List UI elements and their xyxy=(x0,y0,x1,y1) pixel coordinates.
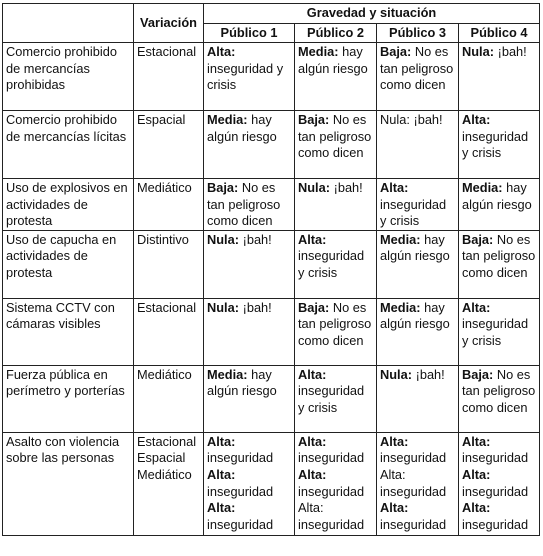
severity-label: Baja: xyxy=(462,366,494,382)
severity-text: hay algún riesgo xyxy=(207,366,277,399)
table-row xyxy=(3,365,540,432)
severity-label: Baja: xyxy=(298,112,330,127)
severity-text: ¡bah! xyxy=(333,180,363,195)
header-publico-3: Público 3 xyxy=(377,24,459,43)
severity-text: No es tan peligroso como dicen xyxy=(462,366,536,415)
severity-cell xyxy=(204,432,295,535)
severity-cell xyxy=(459,43,540,111)
row-variation: Estacional xyxy=(137,433,197,449)
row-variation: Mediático xyxy=(137,466,192,482)
severity-cell xyxy=(459,111,540,179)
severity-text: ¡bah! xyxy=(242,299,272,315)
row-name: Comercio prohibido de mercancías prohibidas xyxy=(3,43,134,111)
row-variation: Mediático xyxy=(134,365,204,432)
severity-cell xyxy=(204,111,295,179)
severity-label: Baja: xyxy=(462,231,494,247)
severity-cell xyxy=(459,230,540,298)
severity-text: inseguridad y crisis xyxy=(462,316,529,348)
severity-label: Alta: xyxy=(207,500,236,516)
severity-label: Nula: xyxy=(462,44,494,59)
table-row xyxy=(3,230,540,298)
header-publico-1: Público 1 xyxy=(204,24,295,43)
severity-text: inseguridad xyxy=(298,450,365,466)
severity-cell xyxy=(204,298,295,365)
severity-table xyxy=(2,3,540,536)
severity-label: Nula: xyxy=(380,366,412,382)
severity-text: No es tan peligroso como dicen xyxy=(380,44,454,93)
severity-cell xyxy=(204,230,295,298)
severity-text: hay algún riesgo xyxy=(380,299,450,332)
severity-text: hay algún riesgo xyxy=(298,44,368,76)
severity-cell xyxy=(295,111,377,179)
header-gravedad: Gravedad y situación xyxy=(204,4,540,24)
severity-label: Alta: xyxy=(207,466,236,482)
severity-text: inseguridad xyxy=(462,516,529,532)
severity-text: inseguridad xyxy=(380,516,447,532)
severity-label: Baja: xyxy=(298,299,330,315)
severity-label: Alta: xyxy=(298,231,327,247)
severity-cell xyxy=(295,365,377,432)
severity-label: Alta: xyxy=(298,433,327,449)
severity-text: inseguridad y crisis xyxy=(207,60,284,93)
severity-label: Alta: xyxy=(298,366,327,382)
severity-text: inseguridad xyxy=(380,483,447,499)
table-row xyxy=(3,111,540,179)
severity-label: Media: xyxy=(462,180,503,195)
severity-label: Media: xyxy=(207,112,248,127)
row-variations xyxy=(134,432,204,535)
severity-cell xyxy=(204,179,295,231)
header-blank-cell xyxy=(3,4,134,43)
severity-label: Media: xyxy=(380,299,421,315)
severity-text: inseguridad xyxy=(207,483,274,499)
row-variation: Estacional xyxy=(134,298,204,365)
row-variation: Mediático xyxy=(134,179,204,231)
severity-cell xyxy=(204,365,295,432)
severity-cell xyxy=(459,365,540,432)
severity-text: ¡bah! xyxy=(413,112,443,127)
severity-cell xyxy=(377,111,459,179)
row-name: Fuerza pública en perímetro y porterías xyxy=(3,365,134,432)
header-publico-2: Público 2 xyxy=(295,24,377,43)
severity-cell xyxy=(377,230,459,298)
row-name: Asalto con violencia sobre las personas xyxy=(3,432,134,535)
severity-text: No es tan peligroso como dicen xyxy=(298,299,372,348)
severity-cell xyxy=(459,298,540,365)
row-variation: Estacional xyxy=(134,43,204,111)
severity-text: No es tan peligroso como dicen xyxy=(298,112,372,161)
severity-label: Alta: xyxy=(207,433,236,449)
severity-cell xyxy=(295,230,377,298)
severity-cell xyxy=(377,432,459,535)
severity-label: Media: xyxy=(207,366,248,382)
severity-text: hay algún riesgo xyxy=(380,231,450,264)
severity-cell xyxy=(295,43,377,111)
row-name: Uso de explosivos en actividades de protesta xyxy=(3,179,134,231)
table-row xyxy=(3,43,540,111)
severity-cell xyxy=(295,298,377,365)
row-variation: Espacial xyxy=(137,450,186,466)
severity-label: Alta: xyxy=(462,466,491,482)
severity-text: Alta: xyxy=(298,500,324,516)
severity-cell xyxy=(377,43,459,111)
row-name: Uso de capucha en actividades de protesta xyxy=(3,230,134,298)
severity-cell xyxy=(377,365,459,432)
severity-label: Media: xyxy=(298,44,339,59)
header-publico-4: Público 4 xyxy=(459,24,540,43)
row-name: Comercio prohibido de mercancías lícitas xyxy=(3,111,134,179)
severity-text: inseguridad xyxy=(462,450,529,466)
table-row xyxy=(3,179,540,231)
severity-text: inseguridad xyxy=(298,483,365,499)
severity-cell xyxy=(459,432,540,535)
severity-text: ¡bah! xyxy=(242,231,272,247)
severity-text: hay algún riesgo xyxy=(462,180,532,212)
row-variation: Distintivo xyxy=(134,230,204,298)
severity-label: Baja: xyxy=(207,180,239,195)
severity-label: Nula: xyxy=(207,299,239,315)
severity-text: Alta: xyxy=(380,466,406,482)
severity-text: ¡bah! xyxy=(497,44,527,59)
severity-text: ¡bah! xyxy=(415,366,445,382)
severity-text: inseguridad y crisis xyxy=(298,248,365,280)
severity-label: Alta: xyxy=(380,433,409,449)
severity-cell xyxy=(295,432,377,535)
severity-cell xyxy=(377,298,459,365)
severity-label: Alta: xyxy=(462,500,491,516)
severity-cell xyxy=(459,179,540,231)
table-row xyxy=(3,432,540,535)
severity-text: inseguridad xyxy=(380,450,447,466)
row-variation: Espacial xyxy=(134,111,204,179)
severity-text: inseguridad y crisis xyxy=(380,196,447,229)
severity-label: Alta: xyxy=(380,180,409,195)
severity-text: inseguridad y crisis xyxy=(298,383,365,415)
severity-text: inseguridad xyxy=(298,516,365,532)
severity-label: Nula: xyxy=(207,231,239,247)
severity-text: hay algún riesgo xyxy=(207,112,277,144)
severity-text: inseguridad xyxy=(462,483,529,499)
severity-label: Media: xyxy=(380,231,421,247)
severity-cell xyxy=(204,43,295,111)
severity-cell xyxy=(377,179,459,231)
severity-text: inseguridad y crisis xyxy=(462,128,529,161)
severity-label: Alta: xyxy=(298,466,327,482)
row-name: Sistema CCTV con cámaras visibles xyxy=(3,298,134,365)
severity-label: Nula: xyxy=(298,180,330,195)
severity-cell xyxy=(295,179,377,231)
table-row xyxy=(3,298,540,365)
severity-label: Alta: xyxy=(207,44,236,59)
severity-text: No es tan peligroso como dicen xyxy=(207,180,281,229)
header-variacion: Variación xyxy=(134,4,204,43)
severity-text: inseguridad xyxy=(207,450,274,466)
severity-text: inseguridad xyxy=(207,516,274,532)
severity-label: Alta: xyxy=(380,500,409,516)
severity-label: Alta: xyxy=(462,433,491,449)
severity-text: No es tan peligroso como dicen xyxy=(462,231,536,280)
severity-label: Baja: xyxy=(380,44,412,59)
severity-label: Nula: xyxy=(380,112,410,127)
severity-label: Alta: xyxy=(462,112,491,127)
severity-label: Alta: xyxy=(462,299,491,315)
